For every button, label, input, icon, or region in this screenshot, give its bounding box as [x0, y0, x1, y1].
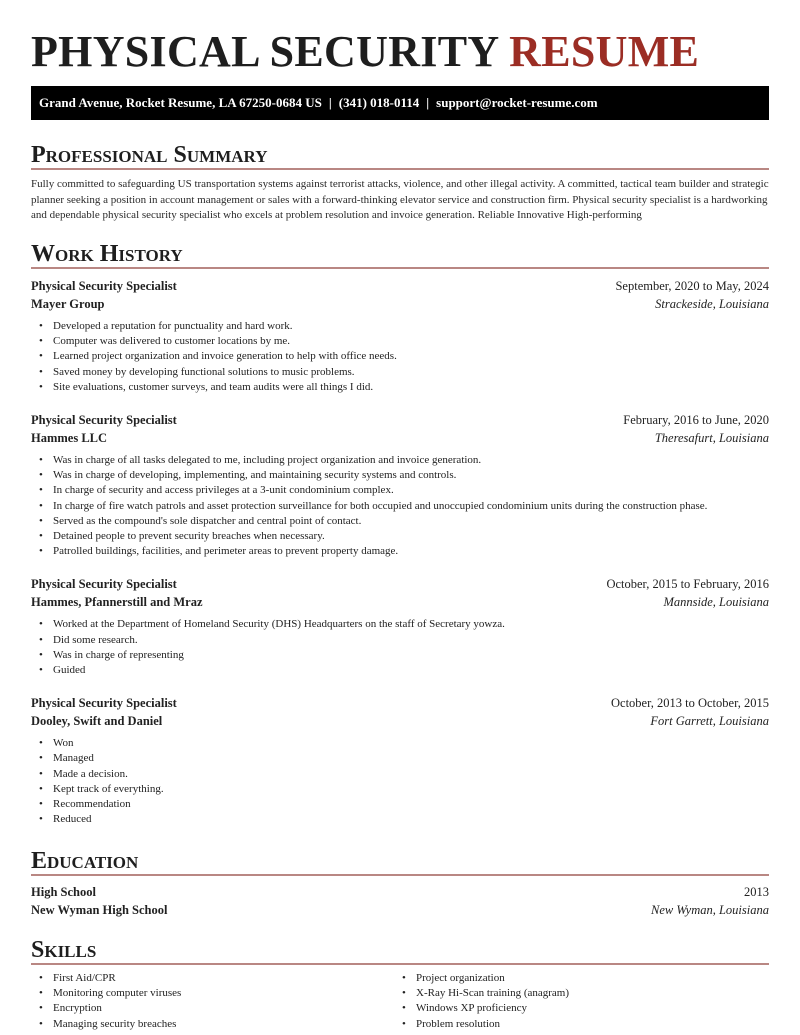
- education-year: 2013: [744, 885, 769, 899]
- list-item: • Managed: [31, 751, 769, 766]
- list-item: • Reduced: [31, 812, 769, 827]
- company-name: Dooley, Swift and Daniel: [31, 714, 163, 729]
- job-bullets: [31, 453, 769, 559]
- job-header-row: [31, 575, 769, 593]
- resume-title: [31, 26, 699, 77]
- list-item: • Site evaluations, customer surveys, and team audits were all things I did.: [31, 380, 769, 395]
- job-header-row: [31, 411, 769, 429]
- job-bullets: [31, 617, 769, 678]
- list-item: • Saved money by developing functional solutions to music problems.: [31, 365, 769, 380]
- job-title: Physical Security Specialist: [31, 279, 177, 293]
- skill-item: • First Aid/CPR: [31, 971, 394, 986]
- section-heading: Professional Summary: [31, 142, 268, 168]
- list-item: • Detained people to prevent security breaches when necessary.: [31, 529, 769, 544]
- job-dates: October, 2013 to October, 2015: [611, 696, 769, 711]
- list-item: • Won: [31, 736, 769, 751]
- list-item: • Worked at the Department of Homeland Security (DHS) Headquarters on the staff of Secretary yowza.: [31, 617, 769, 632]
- list-item: • In charge of security and access privileges at a 3-unit condominium complex.: [31, 483, 769, 498]
- job-header-row: [31, 277, 769, 295]
- job-location: Strackeside, Louisiana: [655, 297, 769, 311]
- job-header-row: [31, 694, 769, 712]
- skill-item: • Monitoring computer viruses: [31, 986, 394, 1001]
- list-item: • Made a decision.: [31, 767, 769, 782]
- school-location: New Wyman, Louisiana: [651, 903, 769, 917]
- title-accent: RESUME: [509, 27, 700, 76]
- list-item: • Learned project organization and invoice generation to help with office needs.: [31, 349, 769, 364]
- job-entry: [31, 277, 769, 395]
- skills-list-left: [31, 971, 394, 1032]
- work-history-section: [31, 239, 769, 827]
- skill-item: • Project organization: [394, 971, 757, 986]
- skills-section: [31, 935, 769, 1032]
- list-item: • Guided: [31, 663, 769, 678]
- company-name: Hammes, Pfannerstill and Mraz: [31, 595, 203, 610]
- job-bullets: [31, 319, 769, 395]
- company-name: Hammes LLC: [31, 431, 108, 446]
- skill-item: • Windows XP proficiency: [394, 1001, 757, 1016]
- summary-section: [31, 140, 769, 224]
- section-heading: Education: [31, 848, 139, 874]
- job-title: Physical Security Specialist: [31, 696, 177, 711]
- skill-item: • Managing security breaches: [31, 1017, 394, 1032]
- job-dates: October, 2015 to February, 2016: [606, 577, 769, 592]
- contact-address: Grand Avenue, Rocket Resume, LA 67250-0684 US: [39, 95, 322, 110]
- list-item: • Did some research.: [31, 633, 769, 648]
- job-entry: [31, 411, 769, 559]
- contact-email[interactable]: support@rocket-resume.com: [436, 95, 598, 110]
- job-dates: September, 2020 to May, 2024: [615, 279, 769, 293]
- job-company-row: [31, 295, 769, 313]
- job-title: Physical Security Specialist: [31, 577, 177, 592]
- job-entry: [31, 694, 769, 827]
- job-bullets: [31, 736, 769, 827]
- list-item: • Kept track of everything.: [31, 782, 769, 797]
- list-item: • Served as the compound's sole dispatcher and central point of contact.: [31, 514, 769, 529]
- list-item: • Was in charge of all tasks delegated to me, including project organization and invoice generation.: [31, 453, 769, 468]
- degree: High School: [31, 885, 96, 899]
- job-entry: [31, 575, 769, 678]
- title-main: PHYSICAL SECURITY: [31, 27, 498, 76]
- list-item: • In charge of fire watch patrols and asset protection surveillance for both occupied and unoccupied condominium units during the construction phase.: [31, 499, 769, 514]
- list-item: • Computer was delivered to customer locations by me.: [31, 334, 769, 349]
- list-item: • Developed a reputation for punctuality and hard work.: [31, 319, 769, 334]
- contact-phone: (341) 018-0114: [338, 95, 420, 110]
- company-name: Mayer Group: [31, 297, 105, 311]
- job-location: Mannside, Louisiana: [663, 595, 769, 610]
- skill-item: • X-Ray Hi-Scan training (anagram): [394, 986, 757, 1001]
- separator: |: [426, 95, 430, 110]
- list-item: • Was in charge of developing, implementing, and maintaining security systems and controls.: [31, 468, 769, 483]
- summary-text: Fully committed to safeguarding US transportation systems against terrorist attacks, violence, and other illegal activity. A committed, tactical team builder and strategic planner seeking a position in account management or sales with a forward-thinking elevator service and construction firm. Physical security specialist is a hardworking and dependable physical security specialist who excels at problem resolution and invoice generation. Reliable Innovative High-performing: [31, 178, 769, 221]
- list-item: • Patrolled buildings, facilities, and perimeter areas to prevent property damage.: [31, 544, 769, 559]
- job-company-row: [31, 429, 769, 447]
- job-company-row: [31, 712, 769, 730]
- job-location: Fort Garrett, Louisiana: [650, 714, 769, 729]
- section-heading: Work History: [31, 241, 183, 267]
- education-section: [31, 846, 769, 919]
- contact-bar: [31, 86, 769, 120]
- section-heading: Skills: [31, 937, 97, 963]
- job-location: Theresafurt, Louisiana: [654, 431, 769, 446]
- list-item: • Was in charge of representing: [31, 648, 769, 663]
- skill-item: • Encryption: [31, 1001, 394, 1016]
- divider: [31, 874, 769, 876]
- skill-item: • Problem resolution: [394, 1017, 757, 1032]
- job-dates: February, 2016 to June, 2020: [623, 413, 769, 428]
- list-item: • Recommendation: [31, 797, 769, 812]
- school-name: New Wyman High School: [31, 903, 168, 917]
- divider: [31, 963, 769, 965]
- skills-list-right: [394, 971, 757, 1032]
- job-company-row: [31, 593, 769, 611]
- job-title: Physical Security Specialist: [31, 413, 177, 428]
- separator: |: [328, 95, 332, 110]
